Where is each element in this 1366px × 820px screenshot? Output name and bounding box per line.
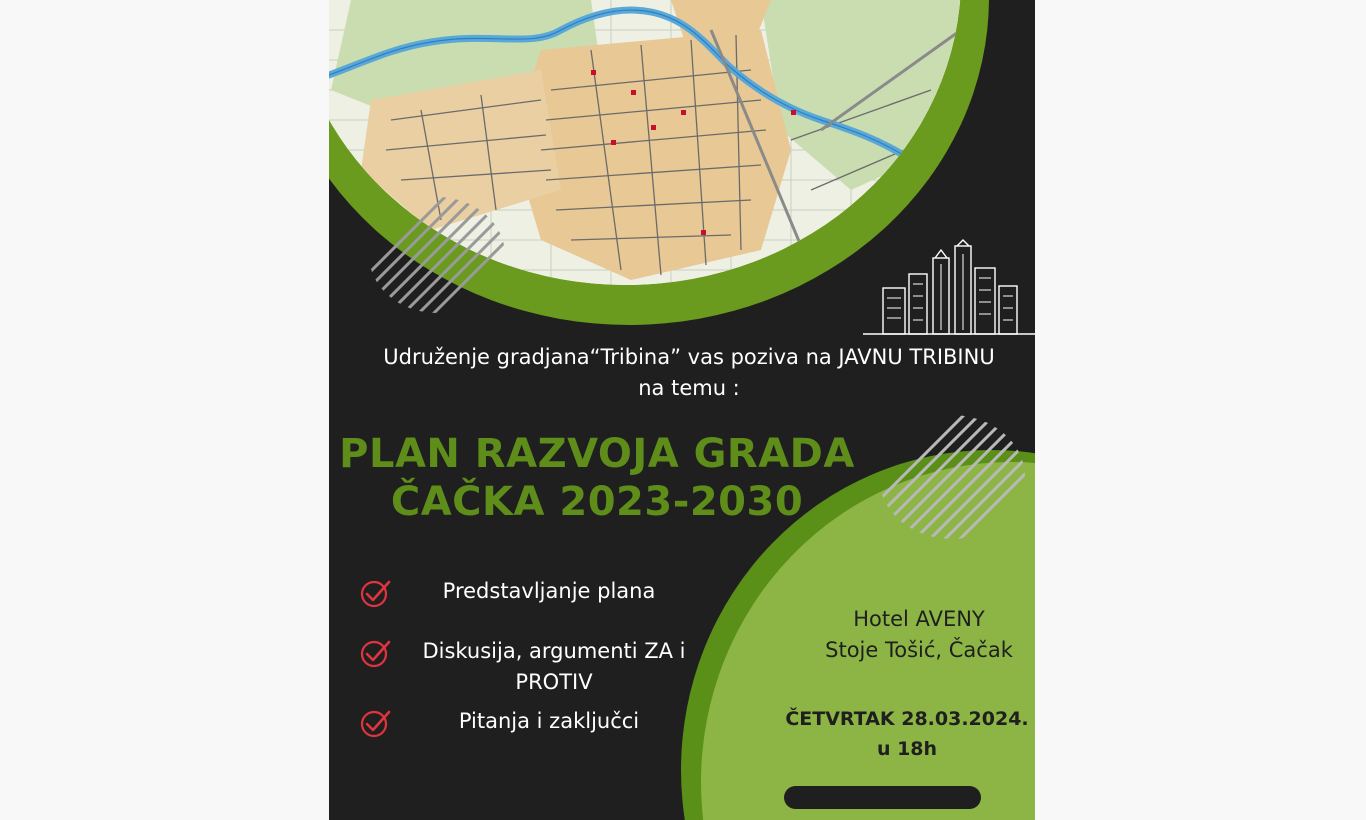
agenda-item-label: Diskusija, argumenti ZA i PROTIV [422,639,686,694]
agenda-item-label: Predstavljanje plana [442,579,656,603]
invitation-text: Udruženje gradjana“Tribina” vas poziva na JAVNU TRIBINU na temu : [383,345,995,400]
check-icon [359,638,393,668]
date-time: u 18h [876,738,938,760]
date-day: ČETVRTAK 28.03.2024. [785,708,1029,730]
venue-info [759,604,1035,666]
check-icon [359,708,393,738]
agenda-item [359,576,719,607]
city-skyline-icon [863,238,1035,338]
bottom-pill-bar [784,786,981,809]
title-line-2: ČAČKA 2023-2030 [390,479,804,525]
event-date [737,704,1035,764]
event-title [329,430,865,526]
agenda-item [359,636,719,698]
agenda-item [359,706,719,737]
poster [329,0,1035,820]
check-icon [359,578,393,608]
venue-address: Stoje Tošić, Čačak [825,638,1013,662]
stripe-decoration-right [877,412,1027,542]
venue-name: Hotel AVENY [853,607,985,631]
stripe-decoration-left [367,195,507,315]
title-line-1: PLAN RAZVOJA GRADA [339,431,855,477]
agenda-item-label: Pitanja i zaključci [458,709,640,733]
